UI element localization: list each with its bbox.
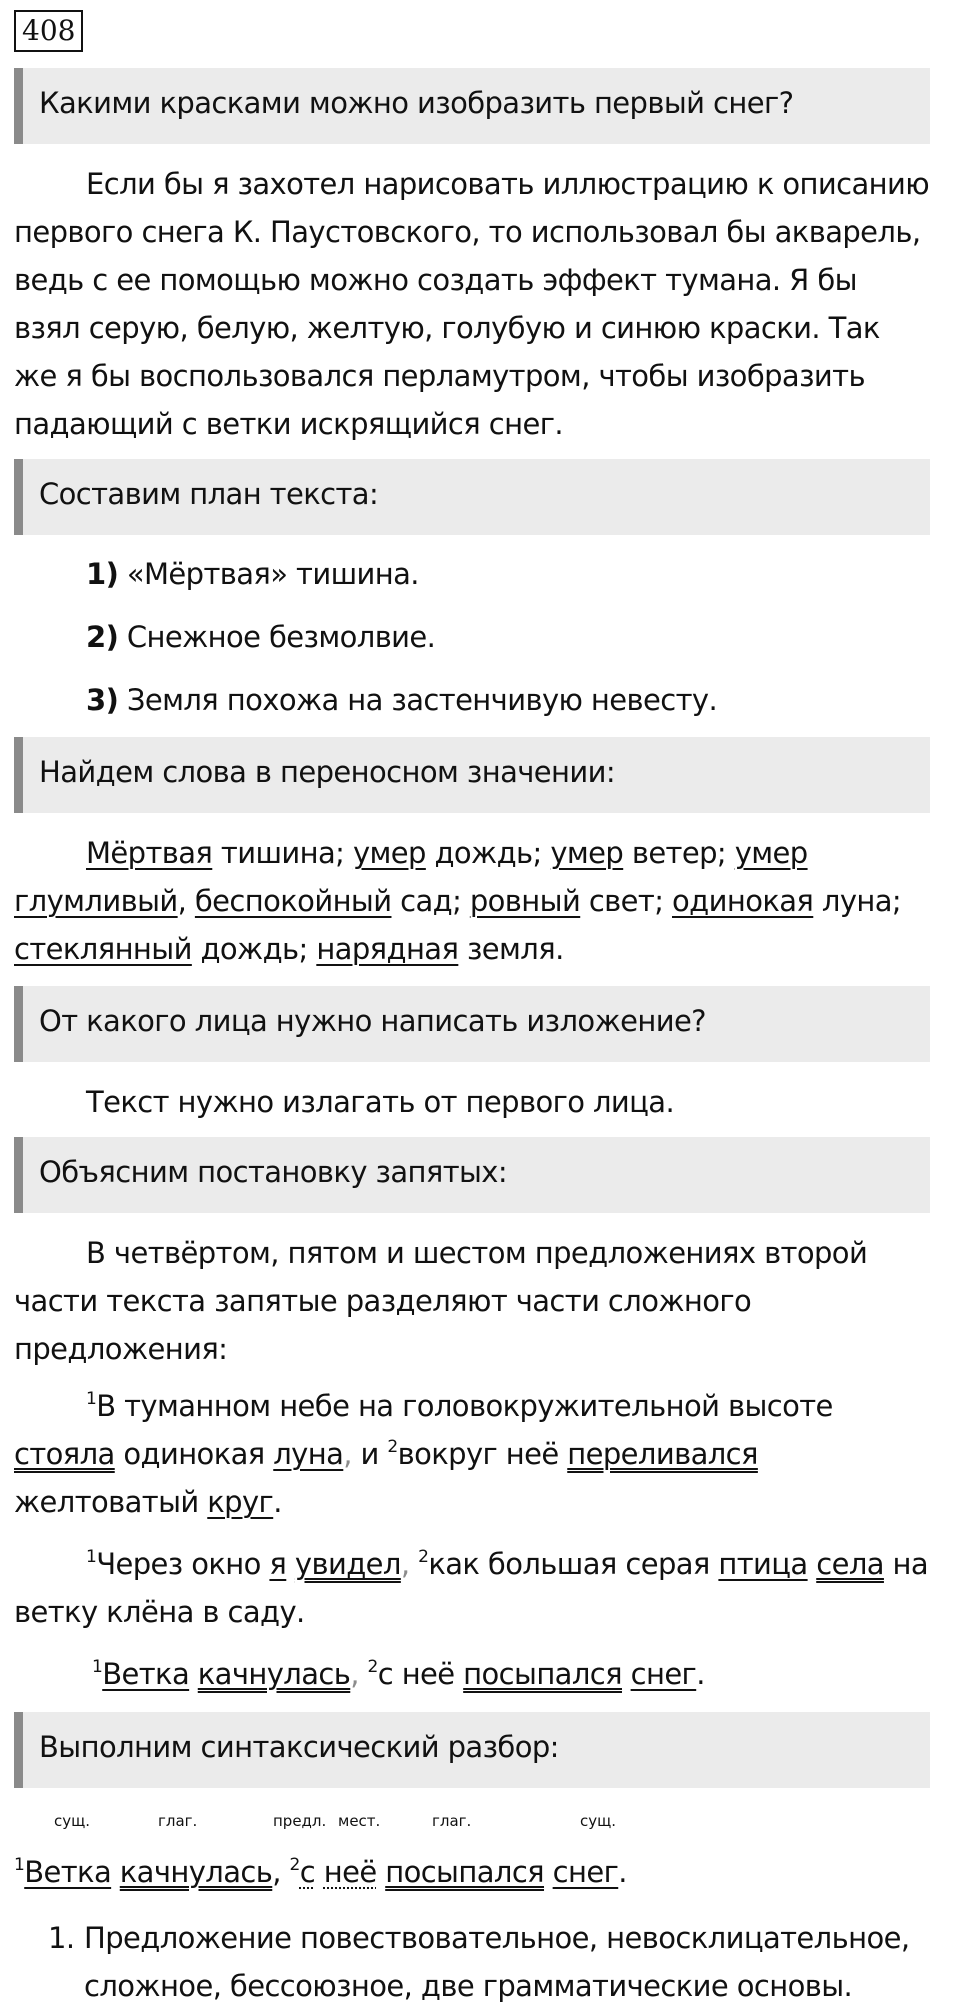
- subject: круг: [207, 1485, 274, 1519]
- subject: снег: [630, 1657, 697, 1691]
- figurative-word: умер: [550, 836, 624, 870]
- answer-line: Если бы я захотел нарисовать иллюстрацию к описанию: [86, 167, 930, 201]
- figurative-line: глумливый, беспокойный сад; ровный свет; одинокая луна;: [14, 884, 902, 918]
- part-index: 1: [86, 1547, 97, 1567]
- predicate: посыпался: [385, 1855, 545, 1889]
- part-index: 1: [14, 1855, 25, 1875]
- question-band-parse: [14, 1712, 930, 1788]
- commas-line: предложения:: [14, 1332, 228, 1366]
- part-index: 2: [387, 1437, 398, 1457]
- sentence-2-line: ветку клёна в саду.: [14, 1595, 305, 1629]
- question-band-commas: [14, 1137, 930, 1213]
- figurative-word: ровный: [469, 884, 581, 918]
- predicate: увидел: [294, 1547, 401, 1581]
- pos-label: сущ.: [580, 1812, 617, 1830]
- subject: Ветка: [24, 1855, 112, 1889]
- sentence-1-line: стояла одинокая луна, и $^2$вокруг неё переливался: [14, 1437, 758, 1471]
- subject: я: [269, 1547, 287, 1581]
- figurative-line: стеклянный дождь; нарядная земля.: [14, 932, 564, 966]
- plan-item: [86, 613, 435, 661]
- question-band-colors: [14, 68, 930, 144]
- pos-label: предл.: [273, 1812, 327, 1830]
- subject: луна: [273, 1437, 344, 1471]
- figurative-word: беспокойный: [194, 884, 392, 918]
- sentence-2-line: $^1$Через окно я увидел, $^2$как большая серая птица села на: [86, 1547, 929, 1581]
- question-text: Составим план текста:: [39, 477, 379, 511]
- pos-label: сущ.: [54, 1812, 91, 1830]
- comma-mark: ,: [400, 1547, 410, 1581]
- commas-line: В четвёртом, пятом и шестом предложениях второй: [86, 1236, 868, 1270]
- answer-line: первого снега К. Паустовского, то использовал бы акварель,: [14, 215, 921, 249]
- question-text: Объясним постановку запятых:: [39, 1155, 508, 1189]
- preposition: с: [299, 1855, 316, 1889]
- plan-text: Земля похожа на застенчивую невесту.: [118, 683, 718, 717]
- question-band-person: [14, 986, 930, 1062]
- question-band-plan: [14, 459, 930, 535]
- commas-line: части текста запятые разделяют части сложного: [14, 1284, 752, 1318]
- subject: птица: [718, 1547, 808, 1581]
- comma-mark: ,: [350, 1657, 359, 1691]
- analysis-line: сложное, бессоюзное, две грамматические основы.: [84, 1969, 853, 2003]
- answer-line: ведь с ее помощью можно создать эффект тумана. Я бы: [14, 263, 857, 297]
- sentence-1-line: $^1$В туманном небе на головокружительной высоте: [86, 1389, 833, 1423]
- question-band-figurative: [14, 737, 930, 813]
- part-index: 1: [92, 1657, 103, 1677]
- plan-text: Снежное безмолвие.: [118, 620, 436, 654]
- question-text: Найдем слова в переносном значении:: [39, 755, 616, 789]
- answer-line: взял серую, белую, желтую, голубую и синюю краски. Так: [14, 311, 880, 345]
- sentence-3-line: $^1$Ветка качнулась, $^2$с неё посыпался снег.: [92, 1657, 705, 1691]
- subject: снег: [552, 1855, 619, 1889]
- predicate: качнулась: [197, 1657, 351, 1691]
- pos-label: мест.: [338, 1812, 381, 1830]
- figurative-word: Мёртвая: [86, 836, 213, 870]
- plan-number: 1): [86, 557, 119, 591]
- predicate: стояла: [14, 1437, 115, 1471]
- answer-line: же я бы воспользовался перламутром, чтобы изобразить: [14, 359, 865, 393]
- figurative-word: стеклянный: [14, 932, 192, 966]
- predicate: посыпался: [463, 1657, 622, 1691]
- part-index: 2: [418, 1547, 429, 1567]
- pos-label: глаг.: [158, 1812, 198, 1830]
- part-index: 2: [289, 1855, 300, 1875]
- figurative-word: одинокая: [672, 884, 814, 918]
- object: неё: [323, 1855, 377, 1889]
- answer-line: падающий с ветки искрящийся снег.: [14, 407, 563, 441]
- question-text: Какими красками можно изобразить первый снег?: [39, 86, 794, 120]
- plan-item: [86, 676, 717, 724]
- plan-number: 2): [86, 620, 119, 654]
- predicate: переливался: [567, 1437, 758, 1471]
- figurative-word: умер: [734, 836, 808, 870]
- sentence-1-line: желтоватый круг.: [14, 1485, 282, 1519]
- figurative-word: умер: [352, 836, 426, 870]
- answer-line: Текст нужно излагать от первого лица.: [86, 1085, 675, 1119]
- analysis-line: Предложение повествовательное, невосклицательное,: [84, 1921, 910, 1955]
- subject: Ветка: [102, 1657, 190, 1691]
- figurative-word: глумливый: [14, 884, 178, 918]
- plan-number: 3): [86, 683, 119, 717]
- part-index: 2: [367, 1657, 378, 1677]
- question-text: От какого лица нужно написать изложение?: [39, 1004, 706, 1038]
- parse-sentence: $^1$Ветка качнулась, $^2$с неё посыпался снег.: [14, 1855, 627, 1889]
- comma-mark: ,: [343, 1437, 352, 1471]
- figurative-line: Мёртвая тишина; умер дождь; умер ветер; умер: [86, 836, 808, 870]
- part-index: 1: [86, 1389, 97, 1409]
- analysis-number: 1.: [48, 1921, 75, 1955]
- plan-item: [86, 550, 419, 598]
- task-number: 408: [14, 10, 83, 52]
- figurative-word: нарядная: [316, 932, 459, 966]
- predicate: качнулась: [119, 1855, 273, 1889]
- predicate: села: [816, 1547, 884, 1581]
- plan-text: «Мёртвая» тишина.: [118, 557, 419, 591]
- pos-label: глаг.: [432, 1812, 472, 1830]
- question-text: Выполним синтаксический разбор:: [39, 1730, 559, 1764]
